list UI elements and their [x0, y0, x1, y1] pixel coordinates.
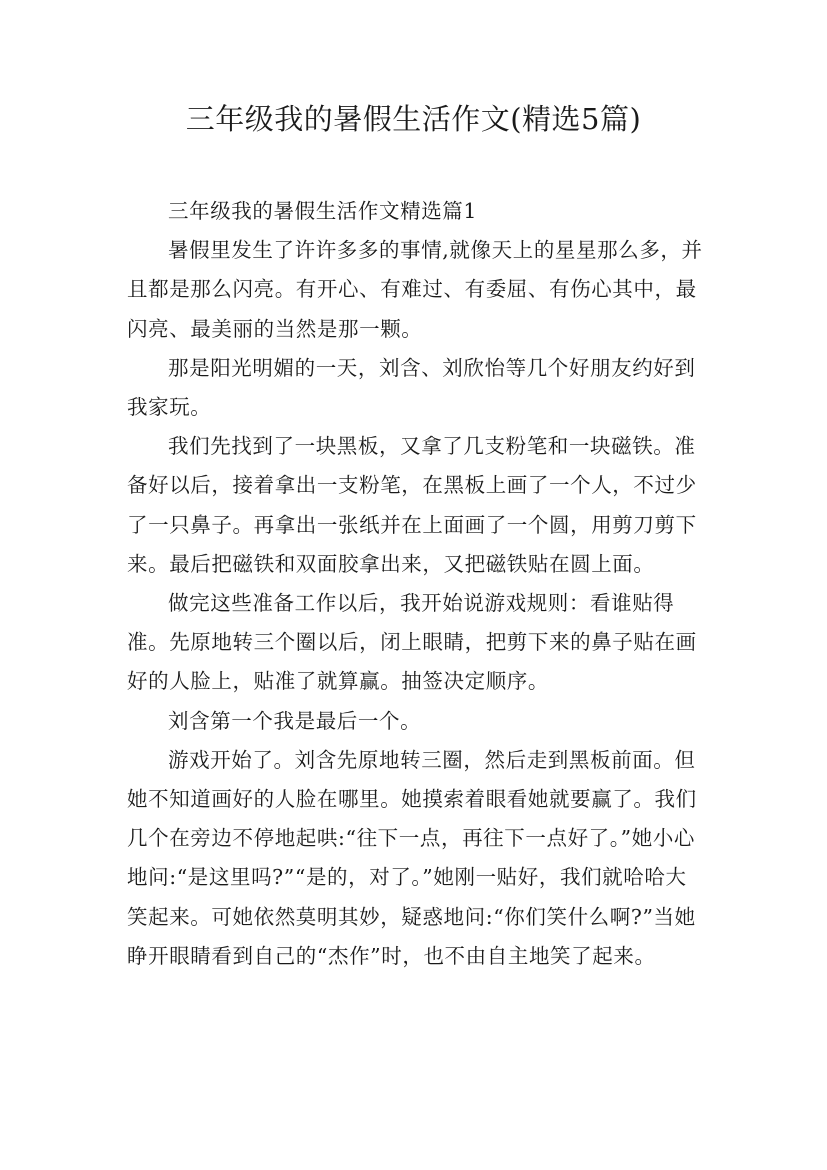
paragraph: 游戏开始了。刘含先原地转三圈，然后走到黑板前面。但她不知道画好的人脸在哪里。她摸索着眼看她就要赢了。我们几个在旁边不停地起哄:“往下一点，再往下一点好了。”她小心地问:“是这里吗?”“是的，对了。”她刚一贴好，我们就哈哈大笑起来。可她依然莫明其妙，疑惑地问:“你们笑什么啊?”当她睁开眼睛看到自己的“杰作”时，也不由自主地笑了起来。: [127, 747, 697, 968]
document-body: [127, 192, 707, 976]
paragraph: 做完这些准备工作以后，我开始说游戏规则：看谁贴得准。先原地转三个圈以后，闭上眼睛，把剪下来的鼻子贴在画好的人脸上，贴准了就算赢。抽签决定顺序。: [127, 591, 697, 694]
paragraph: 暑假里发生了许许多多的事情,就像天上的星星那么多，并且都是那么闪亮。有开心、有难过、有委屈、有伤心其中，最闪亮、最美丽的当然是那一颗。: [127, 238, 703, 341]
paragraph: 那是阳光明媚的一天，刘含、刘欣怡等几个好朋友约好到我家玩。: [127, 355, 696, 420]
document-title: 三年级我的暑假生活作文(精选5篇): [185, 102, 642, 136]
paragraph: 我们先找到了一块黑板，又拿了几支粉笔和一块磁铁。准备好以后，接着拿出一支粉笔，在黑板上画了一个人，不过少了一只鼻子。再拿出一张纸并在上面画了一个圆，用剪刀剪下来。最后把磁铁和双面胶拿出来，又把磁铁贴在圆上面。: [127, 434, 697, 576]
paragraph: 刘含第一个我是最后一个。: [168, 708, 422, 733]
section-heading: 三年级我的暑假生活作文精选篇1: [168, 199, 478, 223]
